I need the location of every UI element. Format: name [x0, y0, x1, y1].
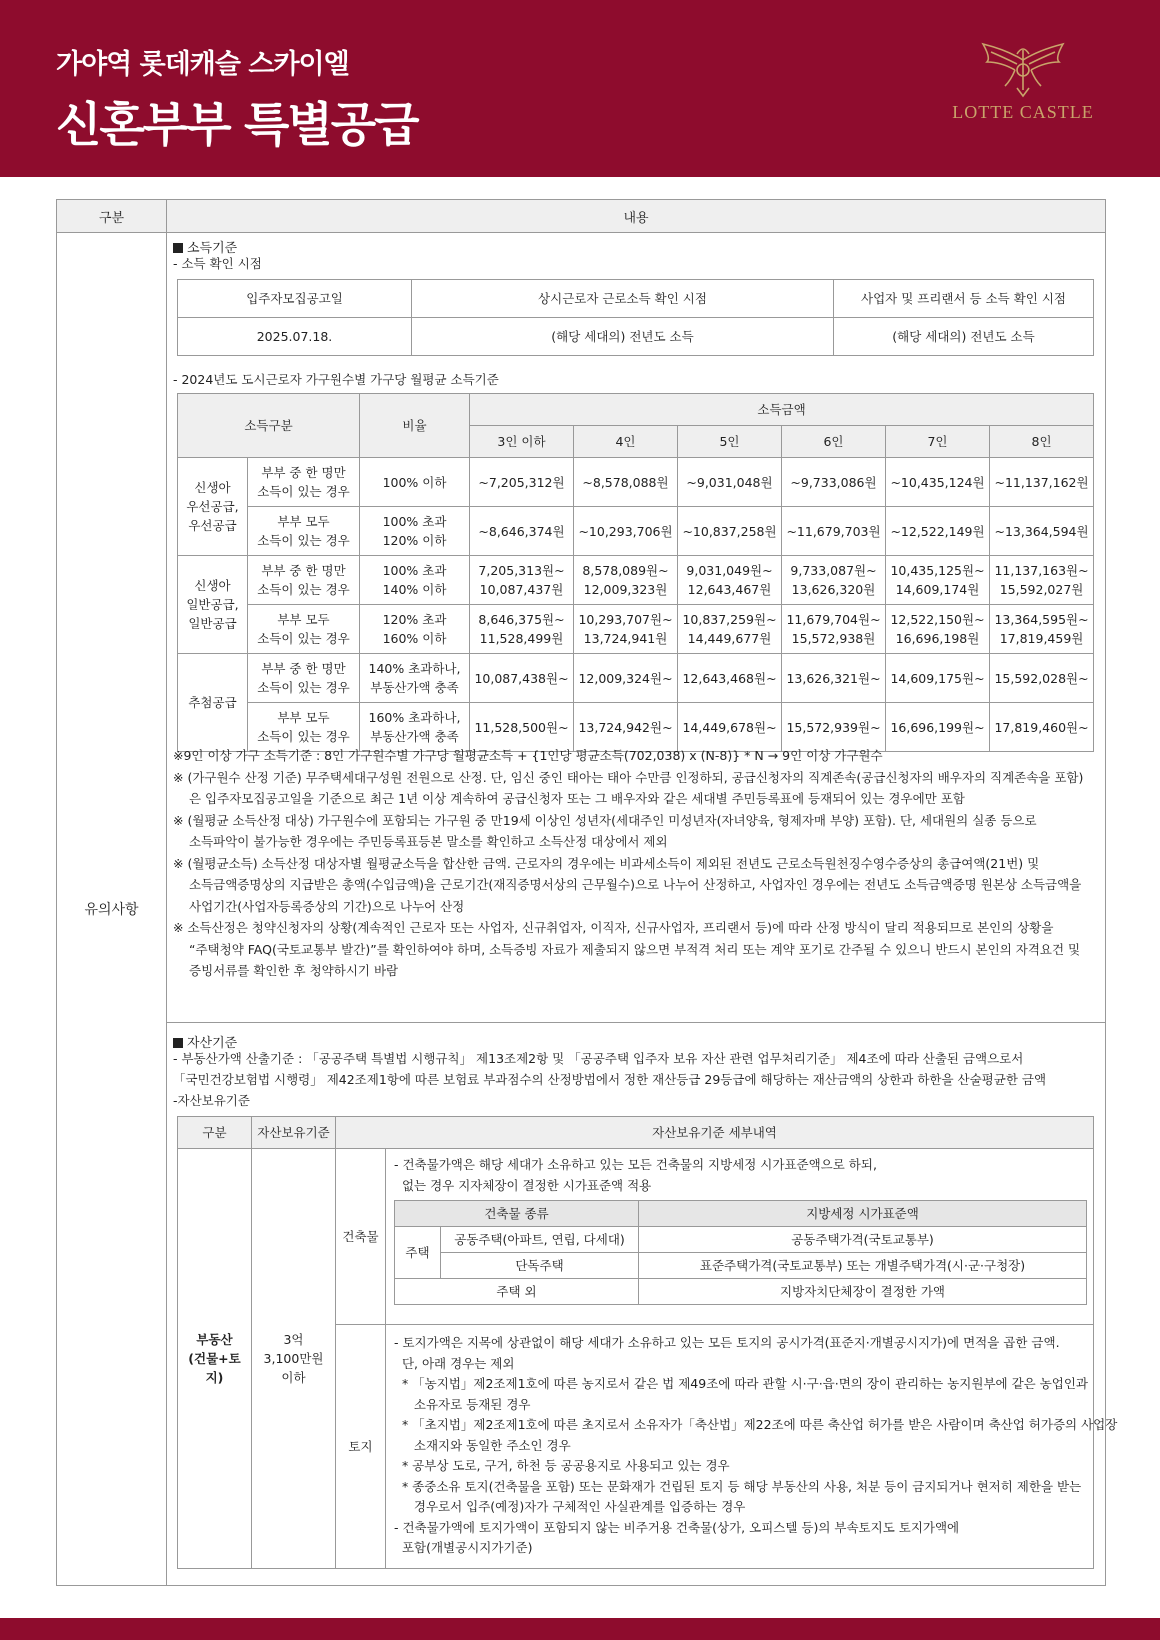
- income-amount-cell: 16,696,199원~: [886, 703, 990, 752]
- income-notes: [173, 745, 1103, 982]
- ratio-cell: 100% 이하: [360, 458, 470, 507]
- income-amount-cell: ~10,837,258원: [678, 507, 782, 556]
- timing-header: 상시근로자 근로소득 확인 시점: [412, 280, 834, 318]
- income-amount-cell: 11,137,163원~ 15,592,027원: [990, 556, 1094, 605]
- income-criteria-table: [177, 393, 1094, 752]
- timing-cell: 2025.07.18.: [178, 318, 412, 356]
- timing-header: 입주자모집공고일: [178, 280, 412, 318]
- income-amount-cell: 10,293,707원~ 13,724,941원: [574, 605, 678, 654]
- logo-text: LOTTE CASTLE: [952, 102, 1094, 122]
- land-desc-line: * 종중소유 토지(건축물을 포함) 또는 문화재가 건립된 토지 등 해당 부동산의 사용, 처분 등이 금지되거나 현저히 제한을 받는: [394, 1478, 1082, 1494]
- standard-price: 지방자치단체장이 결정한 가액: [639, 1279, 1087, 1305]
- header-content: 내용: [167, 200, 1105, 233]
- supply-type-cell: 추첨공급: [178, 654, 248, 752]
- asset-line: 「국민건강보험법 시행령」 제42조제1항에 따른 보험료 부과점수의 산정방법에서 정한 재산등급 29등급에 해당하는 재산금액의 상한과 하한을 산술평균한 금액: [173, 1072, 1047, 1087]
- land-desc-line: - 건축물가액에 토지가액이 포함되지 않는 비주거용 건축물(상가, 오피스텔 등)의 부속토지도 토지가액에: [394, 1519, 960, 1535]
- standard-price: 공동주택가격(국토교통부): [639, 1227, 1087, 1253]
- income-row: [178, 507, 1094, 556]
- square-bullet-icon: [173, 1038, 183, 1048]
- income-amount-cell: 14,449,678원~: [678, 703, 782, 752]
- income-amount-cell: 17,819,460원~: [990, 703, 1094, 752]
- section-divider: [167, 1022, 1105, 1023]
- square-bullet-icon: [173, 243, 183, 253]
- page-footer: [0, 1618, 1160, 1640]
- household-size-header: 7인: [886, 426, 990, 458]
- page-subtitle: 가야역 롯데캐슬 스카이엘: [56, 49, 349, 80]
- building-detail: [386, 1149, 1094, 1325]
- land-label: 토지: [336, 1325, 386, 1569]
- building-type: 단독주택: [441, 1253, 639, 1279]
- side-label-notes: 유의사항: [57, 233, 167, 1585]
- income-earner-type: 부부 중 한 명만 소득이 있는 경우: [248, 556, 360, 605]
- income-timing-table: [177, 279, 1094, 356]
- supply-type-cell: 신생아 일반공급, 일반공급: [178, 556, 248, 654]
- land-desc-line: 경우로서 입주(예정)자가 구체적인 사실관계를 입증하는 경우: [394, 1499, 746, 1514]
- asset-header: 구분: [178, 1117, 252, 1149]
- household-size-header: 6인: [782, 426, 886, 458]
- income-amount-cell: ~7,205,312원: [470, 458, 574, 507]
- page-header: [0, 0, 1160, 177]
- asset-category: 부동산 (건물+토지): [178, 1149, 252, 1569]
- housing-group: 주택: [395, 1227, 441, 1279]
- standard-price: 표준주택가격(국토교통부) 또는 개별주택가격(시·군·구청장): [639, 1253, 1087, 1279]
- land-desc-line: 단, 아래 경우는 제외: [394, 1355, 515, 1371]
- income-amount-cell: 13,626,321원~: [782, 654, 886, 703]
- ratio-cell: 100% 초과 120% 이하: [360, 507, 470, 556]
- asset-header: 자산보유기준: [252, 1117, 336, 1149]
- household-size-header: 5인: [678, 426, 782, 458]
- supply-type-cell: 신생아 우선공급, 우선공급: [178, 458, 248, 556]
- amount-header: 소득금액: [470, 394, 1094, 426]
- income-amount-cell: 11,528,500원~: [470, 703, 574, 752]
- household-size-header: 8인: [990, 426, 1094, 458]
- land-desc-line: 소재지와 동일한 주소인 경우: [394, 1437, 571, 1453]
- timing-cell: (해당 세대의) 전년도 소득: [412, 318, 834, 356]
- income-amount-cell: 12,522,150원~ 16,696,198원: [886, 605, 990, 654]
- land-detail: [386, 1325, 1118, 1569]
- income-amount-cell: ~13,364,594원: [990, 507, 1094, 556]
- asset-header: 자산보유기준 세부내역: [336, 1117, 1094, 1149]
- income-amount-cell: ~9,031,048원: [678, 458, 782, 507]
- income-row: [178, 605, 1094, 654]
- income-earner-type: 부부 모두 소득이 있는 경우: [248, 605, 360, 654]
- income-row: [178, 556, 1094, 605]
- asset-table: [177, 1116, 1118, 1569]
- income-amount-cell: 10,837,259원~ 14,449,677원: [678, 605, 782, 654]
- income-category-header: 소득구분: [178, 394, 360, 458]
- asset-limit: 3억 3,100만원 이하: [252, 1149, 336, 1569]
- income-timing-label: - 소득 확인 시점: [173, 256, 262, 271]
- ratio-cell: 120% 초과 160% 이하: [360, 605, 470, 654]
- income-amount-cell: 12,009,324원~: [574, 654, 678, 703]
- land-desc-line: * 공부상 도로, 구거, 하천 등 공공용지로 사용되고 있는 경우: [394, 1458, 730, 1473]
- income-section-title: 소득기준: [173, 237, 237, 256]
- income-amount-cell: 8,578,089원~ 12,009,323원: [574, 556, 678, 605]
- income-amount-cell: ~10,293,706원: [574, 507, 678, 556]
- income-amount-cell: ~12,522,149원: [886, 507, 990, 556]
- income-amount-cell: 12,643,468원~: [678, 654, 782, 703]
- building-type-header: 건축물 종류: [395, 1201, 639, 1227]
- page-title: 신혼부부 특별공급: [56, 98, 418, 153]
- income-amount-cell: 8,646,375원~ 11,528,499원: [470, 605, 574, 654]
- income-note: ※ 소득산정은 청약신청자의 상황(계속적인 근로자 또는 사업자, 신규취업자, 이직자, 신규사업자, 프리랜서 등)에 따라 산정 방식이 달리 적용되므로 본인의 상황을 “주택청약 FAQ(국토교통부 발간)”를 확인하여야 하며, 소득증빙 자료가 제출되지 않으면 부적격 처리 또는 계약 포기로 간주될 수 있으니 반드시 본인의 자격요건 및 증빙서류를 확인한 후 청약하시기 바람: [173, 920, 1081, 978]
- income-amount-cell: ~8,578,088원: [574, 458, 678, 507]
- income-row: [178, 654, 1094, 703]
- income-earner-type: 부부 중 한 명만 소득이 있는 경우: [248, 654, 360, 703]
- income-amount-cell: ~10,435,124원: [886, 458, 990, 507]
- ratio-cell: 160% 초과하나, 부동산가액 충족: [360, 703, 470, 752]
- income-earner-type: 부부 모두 소득이 있는 경우: [248, 703, 360, 752]
- notice-table: [56, 199, 1118, 1586]
- income-amount-cell: 13,724,942원~: [574, 703, 678, 752]
- ratio-cell: 140% 초과하나, 부동산가액 충족: [360, 654, 470, 703]
- lotte-castle-logo: [938, 40, 1108, 140]
- income-amount-cell: 15,592,028원~: [990, 654, 1094, 703]
- income-amount-cell: 11,679,704원~ 15,572,938원: [782, 605, 886, 654]
- income-amount-cell: 15,572,939원~: [782, 703, 886, 752]
- income-note: ※9인 이상 가구 소득기준 : 8인 가구원수별 가구당 월평균소득 + {1인당 평균소득(702,038) x (N-8)} * N → 9인 이상 가구원수: [173, 748, 883, 763]
- income-note: ※ (가구원수 산정 기준) 무주택세대구성원 전원으로 산정. 단, 임신 중인 태아는 태아 수만큼 인정하되, 공급신청자의 직계존속(공급신청자의 배우자의 직계존속을 포함) 은 입주자모집공고일을 기준으로 최근 1년 이상 계속하여 공급신청자 또는 그 배우자와 같은 세대별 주민등록표에 등재되어 있는 경우에만 포함: [173, 769, 1084, 806]
- income-amount-cell: 14,609,175원~: [886, 654, 990, 703]
- income-note: ※ (월평균소득) 소득산정 대상자별 월평균소득을 합산한 금액. 근로자의 경우에는 비과세소득이 제외된 전년도 근로소득원천징수영수증상의 총급여액(21번) 및 소득금액증명상의 지급받은 총액(수입금액)을 근로기간(재직증명서상의 근무월수)으로 나누어 산정하고, 사업자인 경우에는 전년도 소득금액증명 원본상 소득금액을 사업기간(사업자등록증상의 기간)으로 나누어 산정: [173, 855, 1082, 914]
- income-amount-cell: ~11,679,703원: [782, 507, 886, 556]
- income-amount-cell: 13,364,595원~ 17,819,459원: [990, 605, 1094, 654]
- land-desc-line: * 「농지법」제2조제1호에 따른 농지로서 같은 법 제49조에 따라 관할 시·구·읍·면의 장이 관리하는 농지원부에 같은 농업인과: [394, 1376, 1089, 1391]
- ratio-cell: 100% 초과 140% 이하: [360, 556, 470, 605]
- land-desc-line: 소유자로 등재된 경우: [394, 1396, 531, 1412]
- income-amount-cell: ~9,733,086원: [782, 458, 886, 507]
- building-value-table: [394, 1200, 1087, 1305]
- building-type: 공동주택(아파트, 연립, 다세대): [441, 1227, 639, 1253]
- building-label: 건축물: [336, 1149, 386, 1325]
- household-size-header: 3인 이하: [470, 426, 574, 458]
- income-note: ※ (월평균 소득산정 대상) 가구원수에 포함되는 가구원 중 만19세 이상인 성년자(세대주인 미성년자(자녀양육, 형제자매 부양) 포함). 단, 세대원의 실종 등으로 소득파악이 불가능한 경우에는 주민등록표등본 말소를 확인하고 소득산정 대상에서 제외: [173, 812, 1037, 849]
- income-amount-cell: ~11,137,162원: [990, 458, 1094, 507]
- asset-line: -자산보유기준: [173, 1093, 250, 1108]
- land-desc-line: 포함(개별공시지가기준): [394, 1540, 533, 1555]
- land-desc-line: - 토지가액은 지목에 상관없이 해당 세대가 소유하고 있는 모든 토지의 공시가격(표준지·개별공시지가)에 면적을 곱한 금액.: [394, 1335, 1060, 1350]
- income-criteria-label: - 2024년도 도시근로자 가구원수별 가구당 월평균 소득기준: [173, 372, 499, 387]
- income-earner-type: 부부 중 한 명만 소득이 있는 경우: [248, 458, 360, 507]
- income-amount-cell: 9,733,087원~ 13,626,320원: [782, 556, 886, 605]
- land-desc-line: * 「초지법」제2조제1호에 따른 초지로서 소유자가「축산법」제22조에 따른 축산업 허가를 받은 사람이며 축산업 허가증의 사업장: [394, 1417, 1118, 1432]
- income-amount-cell: 9,031,049원~ 12,643,467원: [678, 556, 782, 605]
- income-amount-cell: 10,087,438원~: [470, 654, 574, 703]
- income-earner-type: 부부 모두 소득이 있는 경우: [248, 507, 360, 556]
- income-amount-cell: 10,435,125원~ 14,609,174원: [886, 556, 990, 605]
- household-size-header: 4인: [574, 426, 678, 458]
- income-amount-cell: 7,205,313원~ 10,087,437원: [470, 556, 574, 605]
- header-category: 구분: [57, 200, 167, 233]
- building-desc: - 건축물가액은 해당 세대가 소유하고 있는 모든 건축물의 지방세정 시가표준액으로 하되,: [394, 1157, 877, 1172]
- income-row: [178, 458, 1094, 507]
- standard-price-header: 지방세정 시가표준액: [639, 1201, 1087, 1227]
- building-type: 주택 외: [395, 1279, 639, 1305]
- asset-section-title: 자산기준: [173, 1032, 237, 1051]
- timing-header: 사업자 및 프리랜서 등 소득 확인 시점: [834, 280, 1094, 318]
- timing-cell: (해당 세대의) 전년도 소득: [834, 318, 1094, 356]
- ratio-header: 비율: [360, 394, 470, 458]
- building-desc: 없는 경우 지자체장이 결정한 시가표준액 적용: [394, 1177, 652, 1193]
- asset-line: - 부동산가액 산출기준 : 「공공주택 특별법 시행규칙」 제13조제2항 및 「공공주택 입주자 보유 자산 관련 업무처리기준」 제4조에 따라 산출된 금액으로서: [173, 1051, 1024, 1066]
- eagle-emblem-icon: [977, 40, 1069, 98]
- income-amount-cell: ~8,646,374원: [470, 507, 574, 556]
